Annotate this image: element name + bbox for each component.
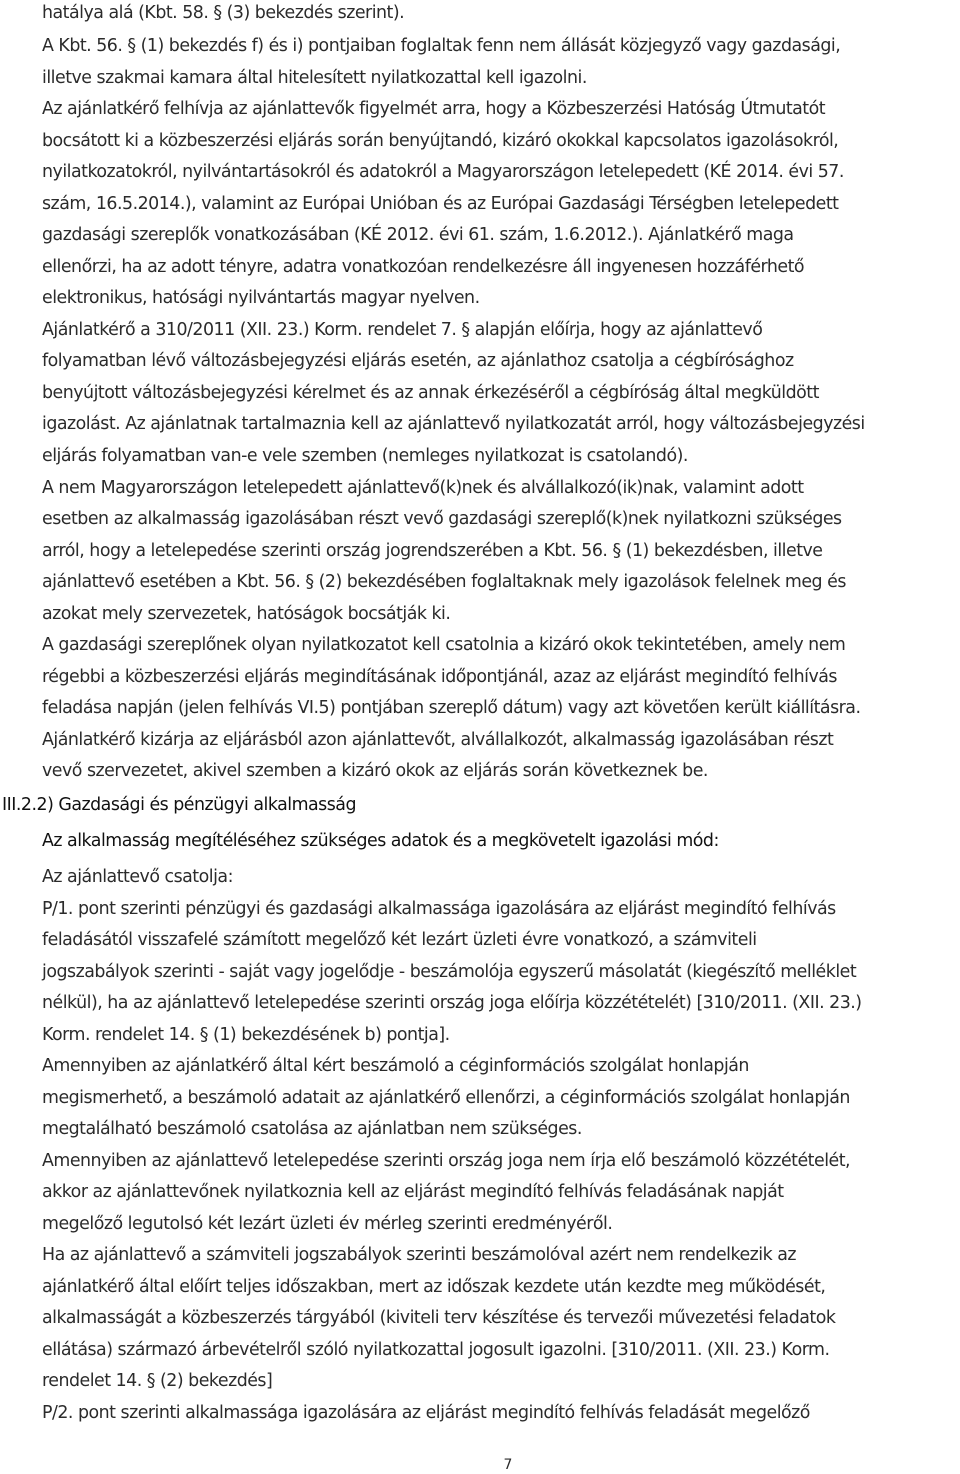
text-line: arról, hogy a letelepedése szerinti ország jogrendszerében a Kbt. 56. § (1) bekezdésben, illetve xyxy=(42,541,823,561)
text-line: megismerhető, a beszámoló adatait az ajánlatkérő ellenőrzi, a céginformációs szolgálat honlapján xyxy=(42,1088,850,1108)
text-line: jogszabályok szerinti - saját vagy jogelődje - beszámolója egyszerű másolatát (kiegészítő melléklet xyxy=(42,962,857,982)
text-line: ellátása) származó árbevételről szóló nyilatkozattal jogosult igazolni. [310/2011. (XII. 23.) Korm. xyxy=(42,1340,830,1360)
text-line: ellenőrzi, ha az adott tényre, adatra vonatkozóan rendelkezésre áll ingyenesen hozzáférhető xyxy=(42,257,805,277)
text-line: régebbi a közbeszerzési eljárás megindításának időpontjánál, azaz az eljárást megindító felhívás xyxy=(42,667,837,687)
text-line: esetben az alkalmasság igazolásában részt vevő gazdasági szereplő(k)nek nyilatkozni szükséges xyxy=(42,509,842,529)
text-line: hatálya alá (Kbt. 58. § (3) bekezdés szerint). xyxy=(42,3,405,23)
text-line: P/1. pont szerinti pénzügyi és gazdasági alkalmassága igazolására az eljárást megindító felhívás xyxy=(42,899,836,919)
text-line: ajánlatkérő által előírt teljes időszakban, mert az időszak kezdete után kezdte meg működését, xyxy=(42,1277,826,1297)
text-line: rendelet 14. § (2) bekezdés] xyxy=(42,1371,273,1391)
text-line: bocsátott ki a közbeszerzési eljárás során benyújtandó, kizáró okokkal kapcsolatos igazolásokról, xyxy=(42,131,839,151)
text-line: megtalálható beszámoló csatolása az ajánlatban nem szükséges. xyxy=(42,1119,582,1139)
page-number: 7 xyxy=(503,1457,513,1473)
text-line: benyújtott változásbejegyzési kérelmet és az annak érkezéséről a cégbíróság által megküldött xyxy=(42,383,819,403)
section-heading: III.2.2) Gazdasági és pénzügyi alkalmasság xyxy=(2,795,357,815)
text-line: vevő szervezetet, akivel szemben a kizáró okok az eljárás során következnek be. xyxy=(42,761,708,781)
text-line: gazdasági szereplők vonatkozásában (KÉ 2012. évi 61. szám, 1.6.2012.). Ajánlatkérő maga xyxy=(42,225,794,245)
text-line: nélkül), ha az ajánlattevő letelepedése szerinti ország joga előírja közzétételét) [310/2011. (XII. 23.) xyxy=(42,993,862,1013)
text-line: Korm. rendelet 14. § (1) bekezdésének b) pontja]. xyxy=(42,1025,450,1045)
text-line: illetve szakmai kamara által hitelesített nyilatkozattal kell igazolni. xyxy=(42,68,587,88)
text-line: megelőző legutolsó két lezárt üzleti év mérleg szerinti eredményéről. xyxy=(42,1214,613,1234)
text-line: ajánlattevő esetében a Kbt. 56. § (2) bekezdésében foglaltaknak mely igazolások felelnek meg és xyxy=(42,572,846,592)
text-line: akkor az ajánlattevőnek nyilatkoznia kell az eljárást megindító felhívás feladásának napját xyxy=(42,1182,784,1202)
text-line: Az ajánlattevő csatolja: xyxy=(42,867,233,887)
text-line: Amennyiben az ajánlattevő letelepedése szerinti ország joga nem írja elő beszámoló közzétételét, xyxy=(42,1151,851,1171)
text-line: P/2. pont szerinti alkalmassága igazolására az eljárást megindító felhívás feladását megelőző xyxy=(42,1403,810,1423)
text-line: feladásától visszafelé számított megelőző két lezárt üzleti évre vonatkozó, a számviteli xyxy=(42,930,757,950)
text-line: Ajánlatkérő kizárja az eljárásból azon ajánlattevőt, alvállalkozót, alkalmasság igazolásában részt xyxy=(42,730,834,750)
text-line: A nem Magyarországon letelepedett ajánlattevő(k)nek és alvállalkozó(ik)nak, valamint adott xyxy=(42,478,804,498)
text-line: igazolást. Az ajánlatnak tartalmaznia kell az ajánlattevő nyilatkozatát arról, hogy változásbejegyzési xyxy=(42,414,865,434)
text-line: Ajánlatkérő a 310/2011 (XII. 23.) Korm. rendelet 7. § alapján előírja, hogy az ajánlattevő xyxy=(42,320,763,340)
subsection-heading: Az alkalmasság megítéléséhez szükséges adatok és a megkövetelt igazolási mód: xyxy=(42,831,719,851)
text-line: elektronikus, hatósági nyilvántartás magyar nyelven. xyxy=(42,288,480,308)
text-line: eljárás folyamatban van-e vele szemben (nemleges nyilatkozat is csatolandó). xyxy=(42,446,688,466)
text-line: folyamatban lévő változásbejegyzési eljárás esetén, az ajánlathoz csatolja a cégbírósághoz xyxy=(42,351,794,371)
text-line: Amennyiben az ajánlatkérő által kért beszámoló a céginformációs szolgálat honlapján xyxy=(42,1056,749,1076)
text-line: feladása napján (jelen felhívás VI.5) pontjában szereplő dátum) vagy azt követően került kiállításra. xyxy=(42,698,861,718)
text-line: szám, 16.5.2014.), valamint az Európai Unióban és az Európai Gazdasági Térségben letelepedett xyxy=(42,194,839,214)
text-line: Az ajánlatkérő felhívja az ajánlattevők figyelmét arra, hogy a Közbeszerzési Hatóság Útmutatót xyxy=(42,99,826,119)
text-line: A Kbt. 56. § (1) bekezdés f) és i) pontjaiban foglaltak fenn nem állását közjegyző vagy gazdasági, xyxy=(42,36,841,56)
text-line: azokat mely szervezetek, hatóságok bocsátják ki. xyxy=(42,604,451,624)
text-line: nyilatkozatokról, nyilvántartásokról és adatokról a Magyarországon letelepedett (KÉ 2014. évi 57. xyxy=(42,162,844,182)
text-line: alkalmasságát a közbeszerzés tárgyából (kiviteli terv készítése és tervezői művezetési feladatok xyxy=(42,1308,836,1328)
text-line: Ha az ajánlattevő a számviteli jogszabályok szerinti beszámolóval azért nem rendelkezik az xyxy=(42,1245,796,1265)
text-line: A gazdasági szereplőnek olyan nyilatkozatot kell csatolnia a kizáró okok tekintetében, amely nem xyxy=(42,635,846,655)
